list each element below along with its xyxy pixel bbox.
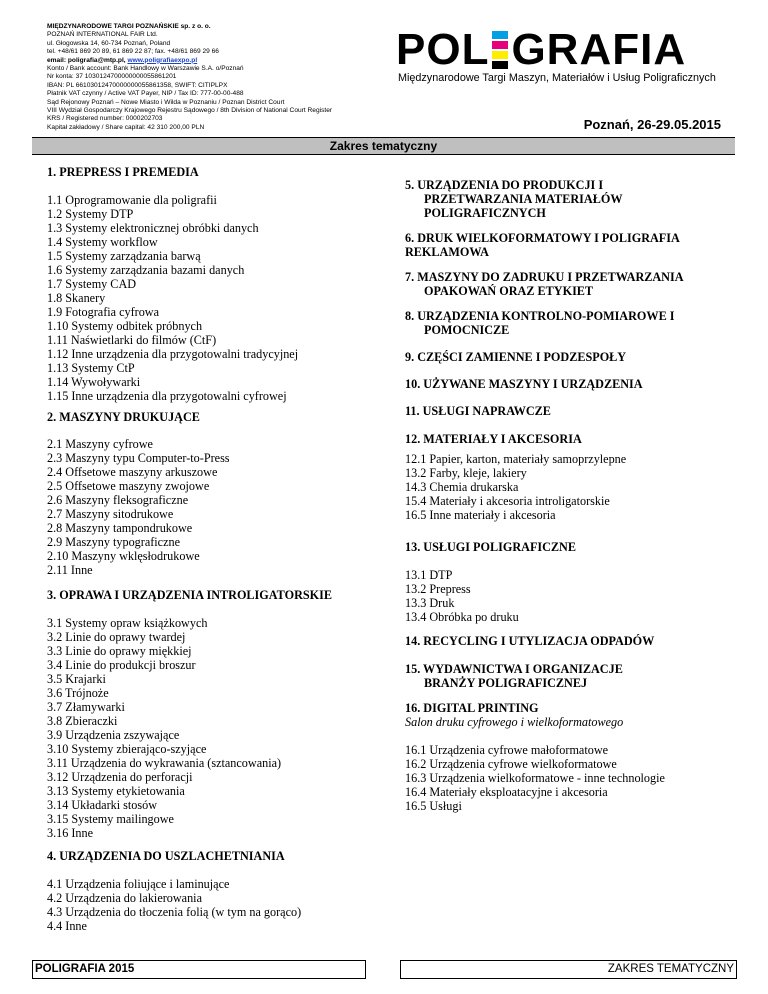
list-item: 1.1 Oprogramowanie dla poligrafii	[47, 193, 217, 207]
footer-right: ZAKRES TEMATYCZNY	[400, 960, 737, 979]
list-item: 3.7 Złamywarki	[47, 700, 125, 714]
list-item: 3.3 Linie do oprawy miękkiej	[47, 644, 192, 658]
list-item: 16.1 Urządzenia cyfrowe małoformatowe	[405, 743, 609, 757]
list-item: 2.11 Inne	[47, 563, 93, 577]
section-title: 2. MASZYNY DRUKUJĄCE	[47, 410, 200, 424]
list-item: 1.15 Inne urządzenia dla przygotowalni cyfrowej	[47, 389, 287, 403]
list-item: 14.3 Chemia drukarska	[405, 480, 519, 494]
section-title: 3. OPRAWA I URZĄDZENIA INTROLIGATORSKIE	[47, 588, 332, 602]
section-title: 12. MATERIAŁY I AKCESORIA	[405, 432, 582, 446]
company-line: Płatnik VAT czynny / Active VAT Payer, NIP / Tax ID: 777-00-00-488	[47, 90, 244, 98]
list-item: 13.2 Farby, kleje, lakiery	[405, 466, 527, 480]
section-title-cont: OPAKOWAŃ ORAZ ETYKIET	[424, 284, 594, 298]
footer-left: POLIGRAFIA 2015	[32, 960, 366, 979]
list-item: 2.1 Maszyny cyfrowe	[47, 437, 153, 451]
list-item: 1.12 Inne urządzenia dla przygotowalni tradycyjnej	[47, 347, 299, 361]
section-title-cont: PRZETWARZANIA MATERIAŁÓW	[424, 192, 623, 206]
list-item: 3.13 Systemy etykietowania	[47, 784, 185, 798]
list-item: 1.11 Naświetlarki do filmów (CtF)	[47, 333, 217, 347]
section-title: 1. PREPRESS I PREMEDIA	[47, 165, 199, 179]
list-item: 1.9 Fotografia cyfrowa	[47, 305, 160, 319]
section-4	[47, 849, 301, 933]
list-item: 3.6 Trójnoże	[47, 686, 109, 700]
company-email-line	[47, 57, 377, 65]
list-item: 16.5 Inne materiały i akcesoria	[405, 508, 556, 522]
list-item: 4.4 Inne	[47, 919, 87, 933]
section-11: 11. USŁUGI NAPRAWCZE	[405, 404, 551, 418]
list-item: 1.7 Systemy CAD	[47, 277, 137, 291]
logo-i-icon	[492, 31, 508, 69]
section-title: 4. URZĄDZENIA DO USZLACHETNIANIA	[47, 849, 285, 863]
company-info	[47, 23, 377, 132]
section-16	[405, 701, 665, 813]
section-title: 16. DIGITAL PRINTING	[405, 701, 539, 715]
list-item: 3.5 Krajarki	[47, 672, 106, 686]
list-item: 13.2 Prepress	[405, 582, 471, 596]
company-line: Sąd Rejonowy Poznań – Nowe Miasto i Wilda w Poznaniu / Poznan District Court	[47, 98, 285, 106]
list-item: 1.14 Wywoływarki	[47, 375, 141, 389]
section-10: 10. UŻYWANE MASZYNY I URZĄDZENIA	[405, 377, 643, 391]
poligrafia-logo	[396, 26, 726, 86]
section-7	[405, 270, 684, 298]
section-13	[405, 540, 576, 624]
list-item: 3.2 Linie do oprawy twardej	[47, 630, 186, 644]
section-items	[405, 568, 576, 624]
section-items	[47, 616, 332, 840]
section-title: 7. MASZYNY DO ZADRUKU I PRZETWARZANIA	[405, 270, 684, 284]
section-title-cont: REKLAMOWA	[405, 245, 489, 259]
logo-wordmark	[396, 26, 686, 74]
list-item: 13.3 Druk	[405, 596, 455, 610]
section-title: 15. WYDAWNICTWA I ORGANIZACJE	[405, 662, 623, 676]
section-title: 13. USŁUGI POLIGRAFICZNE	[405, 540, 576, 554]
company-name: MIĘDZYNARODOWE TARGI POZNAŃSKIE sp. z o. o.	[47, 23, 211, 30]
section-title-cont: BRANŻY POLIGRAFICZNEJ	[424, 676, 588, 690]
list-item: 4.3 Urządzenia do tłoczenia folią (w tym na gorąco)	[47, 905, 302, 919]
company-line: VIII Wydział Gospodarczy Krajowego Rejestru Sądowego / 8th Division of National Court Register	[47, 107, 333, 115]
company-line: Kapitał zakładowy / Share capital: 42 310 200,00 PLN	[47, 123, 205, 131]
list-item: 2.7 Maszyny sitodrukowe	[47, 507, 174, 521]
section-9: 9. CZĘŚCI ZAMIENNE I PODZESPOŁY	[405, 350, 627, 364]
company-line: ul. Głogowska 14, 60-734 Poznań, Poland	[47, 39, 171, 47]
list-item: 1.8 Skanery	[47, 291, 106, 305]
list-item: 3.8 Zbieraczki	[47, 714, 118, 728]
list-item: 3.15 Systemy mailingowe	[47, 812, 174, 826]
section-1	[47, 165, 298, 403]
company-line: KRS / Registered number: 0000202703	[47, 115, 163, 123]
section-3	[47, 588, 332, 840]
section-items	[47, 877, 301, 933]
section-title: 5. URZĄDZENIA DO PRODUKCJI I	[405, 178, 604, 192]
list-item: 3.16 Inne	[47, 826, 94, 840]
list-item: 1.6 Systemy zarządzania bazami danych	[47, 263, 245, 277]
list-item: 2.8 Maszyny tampondrukowe	[47, 521, 193, 535]
list-item: 3.4 Linie do produkcji broszur	[47, 658, 196, 672]
section-2	[47, 410, 230, 577]
logo-subtitle: Międzynarodowe Targi Maszyn, Materiałów i Usług Poligraficznych	[398, 72, 716, 84]
list-item: 1.3 Systemy elektronicznej obróbki danych	[47, 221, 259, 235]
section-items	[405, 743, 665, 813]
event-date: Poznań, 26-29.05.2015	[583, 117, 721, 132]
list-item: 2.5 Offsetowe maszyny zwojowe	[47, 479, 210, 493]
list-item: 3.10 Systemy zbierająco-szyjące	[47, 742, 207, 756]
list-item: 1.4 Systemy workflow	[47, 235, 158, 249]
company-line: Konto / Bank account: Bank Handlowy w Warszawie S.A. o/Poznań	[47, 65, 244, 73]
list-item: 2.9 Maszyny typograficzne	[47, 535, 181, 549]
list-item: 1.13 Systemy CtP	[47, 361, 135, 375]
list-item: 15.4 Materiały i akcesoria introligatorskie	[405, 494, 610, 508]
list-item: 3.1 Systemy opraw książkowych	[47, 616, 208, 630]
list-item: 16.2 Urządzenia cyfrowe wielkoformatowe	[405, 757, 617, 771]
list-item: 1.5 Systemy zarządzania barwą	[47, 249, 201, 263]
logo-word-left: POL	[396, 25, 490, 74]
email-text: email: poligrafia@mtp.pl,	[47, 56, 128, 64]
list-item: 3.9 Urządzenia zszywające	[47, 728, 180, 742]
company-line: Nr konta: 37 1030124700000000055861201	[47, 73, 177, 81]
list-item: 3.12 Urządzenia do perforacji	[47, 770, 193, 784]
section-15	[405, 662, 623, 690]
section-14: 14. RECYCLING I UTYLIZACJA ODPADÓW	[405, 634, 655, 648]
list-item: 2.6 Maszyny fleksograficzne	[47, 493, 189, 507]
list-item: 2.10 Maszyny wklęsłodrukowe	[47, 549, 200, 563]
section-12	[405, 432, 626, 522]
list-item: 2.3 Maszyny typu Computer-to-Press	[47, 451, 230, 465]
company-line: tel. +48/61 869 20 89, 61 869 22 87; fax. +48/61 869 29 66	[47, 48, 219, 56]
company-line: POZNAŃ INTERNATIONAL FAIR Ltd.	[47, 31, 158, 39]
logo-word-right: GRAFIA	[511, 25, 687, 74]
section-title-cont: POMOCNICZE	[424, 323, 510, 337]
section-8	[405, 309, 675, 337]
list-item: 16.5 Usługi	[405, 799, 462, 813]
company-line: IBAN: PL 66103012470000000055861358, SWIFT: CITIPLPX	[47, 81, 228, 89]
list-item: 13.1 DTP	[405, 568, 453, 582]
list-item: 3.14 Układarki stosów	[47, 798, 158, 812]
list-item: 12.1 Papier, karton, materiały samoprzylepne	[405, 452, 627, 466]
list-item: 1.2 Systemy DTP	[47, 207, 134, 221]
list-item: 2.4 Offsetowe maszyny arkuszowe	[47, 465, 218, 479]
list-item: 16.3 Urządzenia wielkoformatowe - inne technologie	[405, 771, 665, 785]
list-item: 16.4 Materiały eksploatacyjne i akcesoria	[405, 785, 608, 799]
section-subtitle: Salon druku cyfrowego i wielkoformatowego	[405, 715, 624, 729]
page-title: Zakres tematyczny	[32, 137, 735, 155]
section-5	[405, 178, 623, 220]
section-items	[47, 437, 230, 577]
section-items	[405, 452, 626, 522]
list-item: 4.1 Urządzenia foliujące i laminujące	[47, 877, 230, 891]
list-item: 1.10 Systemy odbitek próbnych	[47, 319, 203, 333]
list-item: 3.11 Urządzenia do wykrawania (sztancowania)	[47, 756, 282, 770]
section-items	[47, 193, 298, 403]
section-title-cont: POLIGRAFICZNYCH	[424, 206, 546, 220]
list-item: 13.4 Obróbka po druku	[405, 610, 519, 624]
list-item: 4.2 Urządzenia do lakierowania	[47, 891, 202, 905]
website-link[interactable]: www.poligrafiaexpo.pl	[127, 56, 198, 64]
section-6	[405, 231, 680, 259]
section-title: 6. DRUK WIELKOFORMATOWY I POLIGRAFIA	[405, 231, 680, 245]
section-title: 8. URZĄDZENIA KONTROLNO-POMIAROWE I	[405, 309, 675, 323]
